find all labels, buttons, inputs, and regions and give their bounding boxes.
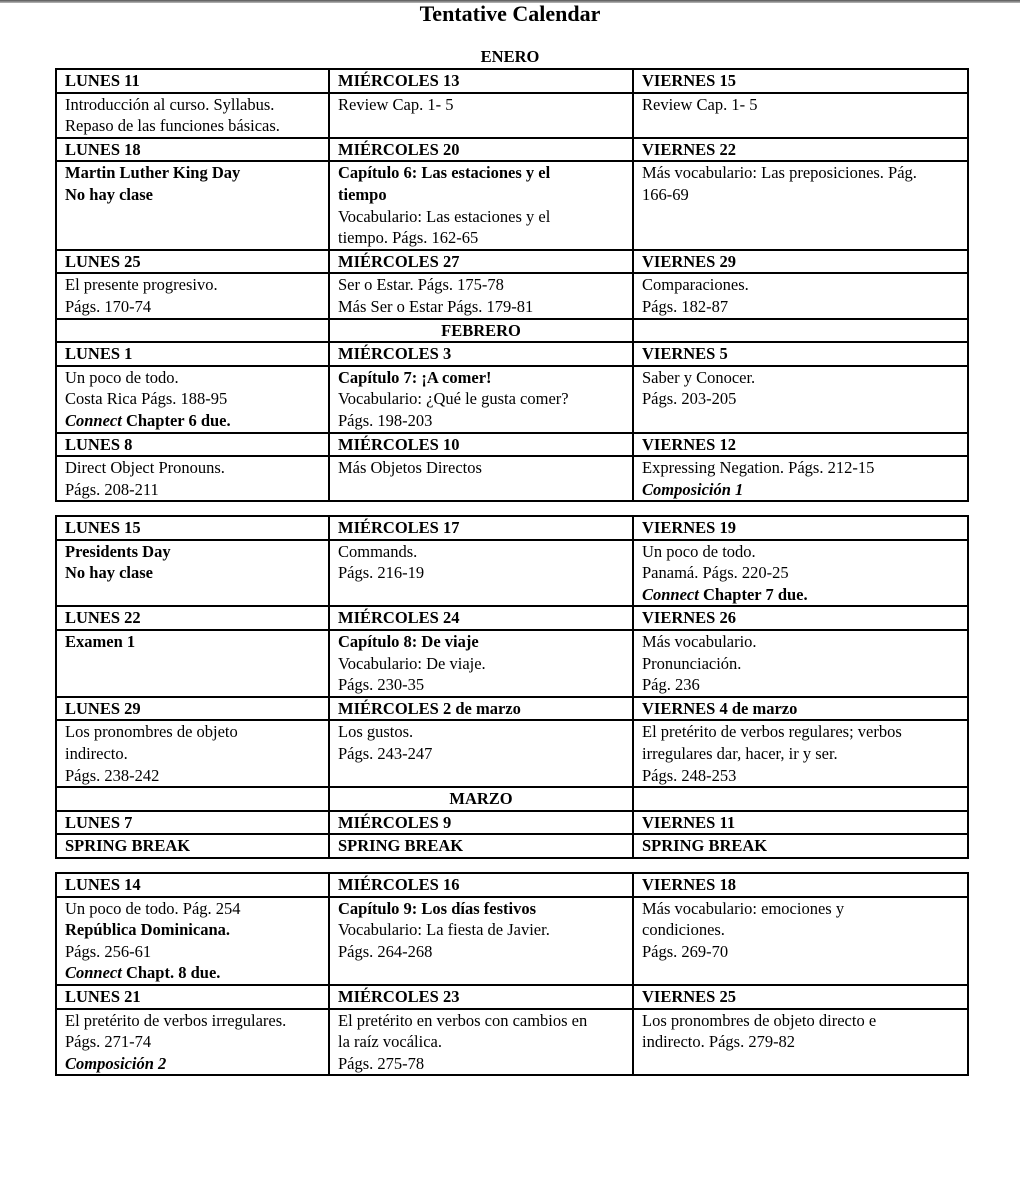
day-header-cell: VIERNES 25	[633, 985, 968, 1009]
content-line: Págs. 248-253	[642, 765, 737, 785]
content-line: Págs. 256-61	[65, 941, 152, 961]
day-header-cell: VIERNES 22	[633, 138, 968, 162]
day-header-cell: MIÉRCOLES 16	[329, 873, 633, 897]
day-header-row	[56, 606, 968, 630]
content-line: Más vocabulario: emociones y	[642, 898, 845, 918]
month-heading: FEBRERO	[329, 319, 633, 343]
content-line: Capítulo 6: Las estaciones y el	[338, 163, 551, 183]
content-line: Vocabulario: Las estaciones y el	[338, 206, 551, 226]
day-content-cell	[633, 161, 968, 249]
content-line: Págs. 271-74	[65, 1032, 152, 1052]
content-line: Direct Object Pronouns.	[65, 458, 225, 478]
day-header-cell: MIÉRCOLES 17	[329, 516, 633, 540]
content-line: Composición 2	[65, 1053, 167, 1073]
day-content-cell	[56, 897, 329, 985]
content-line: Composición 1	[642, 479, 744, 499]
day-header-cell: VIERNES 12	[633, 433, 968, 457]
content-line: la raíz vocálica.	[338, 1032, 442, 1052]
day-content-cell	[633, 366, 968, 433]
day-content-cell	[633, 720, 968, 787]
content-line: Commands.	[338, 541, 418, 561]
day-content-cell	[329, 720, 633, 787]
calendar-table-3	[55, 872, 969, 1076]
content-line: tiempo	[338, 184, 387, 204]
day-content-cell	[329, 897, 633, 985]
day-content-cell	[329, 456, 633, 501]
content-line: Saber y Conocer.	[642, 367, 756, 387]
content-line: Págs. 243-247	[338, 743, 433, 763]
content-line: Un poco de todo. Pág. 254	[65, 898, 241, 918]
content-line: Los gustos.	[338, 722, 414, 742]
content-line: Review Cap. 1- 5	[642, 94, 758, 114]
content-line: condiciones.	[642, 920, 725, 940]
emphasis-text: Connect	[642, 584, 699, 604]
content-line: Vocabulario: ¿Qué le gusta comer?	[338, 389, 569, 409]
content-line	[642, 584, 959, 606]
content-line: Págs. 269-70	[642, 941, 729, 961]
day-header-cell: VIERNES 11	[633, 811, 968, 835]
content-line	[65, 962, 320, 984]
content-text: Chapt. 8 due.	[121, 963, 221, 983]
content-line: Págs. 208-211	[65, 479, 159, 499]
day-content-row	[56, 93, 968, 138]
day-content-cell	[329, 93, 633, 138]
content-line: Introducción al curso. Syllabus.	[65, 94, 275, 114]
content-line: Págs. 182-87	[642, 296, 729, 316]
day-header-row	[56, 342, 968, 366]
day-header-cell: LUNES 7	[56, 811, 329, 835]
day-content-row	[56, 456, 968, 501]
day-header-cell: MIÉRCOLES 20	[329, 138, 633, 162]
content-line: Panamá. Págs. 220-25	[642, 563, 789, 583]
day-header-cell: MIÉRCOLES 2 de marzo	[329, 697, 633, 721]
content-line: Los pronombres de objeto directo e	[642, 1010, 877, 1030]
month-row	[56, 787, 968, 811]
day-content-row	[56, 1009, 968, 1076]
content-line: indirecto.	[65, 743, 128, 763]
content-line: 166-69	[642, 184, 689, 204]
day-content-cell	[329, 161, 633, 249]
day-header-cell: LUNES 25	[56, 250, 329, 274]
day-content-row	[56, 540, 968, 607]
day-header-row	[56, 811, 968, 835]
day-header-cell: SPRING BREAK	[56, 834, 329, 858]
day-content-cell	[56, 93, 329, 138]
day-content-row	[56, 897, 968, 985]
content-line: Págs. 238-242	[65, 765, 160, 785]
content-line: Págs. 216-19	[338, 563, 425, 583]
content-line: Págs. 170-74	[65, 296, 152, 316]
content-line: Pág. 236	[642, 675, 700, 695]
day-content-row	[56, 161, 968, 249]
calendar-table-2	[55, 515, 969, 859]
content-line: Más Ser o Estar Págs. 179-81	[338, 296, 534, 316]
content-line: No hay clase	[65, 563, 153, 583]
day-header-cell: LUNES 21	[56, 985, 329, 1009]
day-content-row	[56, 720, 968, 787]
empty-cell	[633, 787, 968, 811]
day-header-cell: LUNES 15	[56, 516, 329, 540]
content-line: Examen 1	[65, 631, 136, 651]
day-header-row	[56, 834, 968, 858]
content-line: Review Cap. 1- 5	[338, 94, 454, 114]
content-line: El pretérito en verbos con cambios en	[338, 1010, 588, 1030]
content-line: Págs. 198-203	[338, 410, 433, 430]
day-header-row	[56, 873, 968, 897]
emphasis-text: Connect	[65, 963, 122, 983]
month-row	[56, 319, 968, 343]
content-line: Comparaciones.	[642, 275, 749, 295]
content-line: Pronunciación.	[642, 653, 742, 673]
content-line: República Dominicana.	[65, 920, 231, 940]
day-header-cell: LUNES 8	[56, 433, 329, 457]
day-header-cell: LUNES 11	[56, 69, 329, 93]
content-line: Ser o Estar. Págs. 175-78	[338, 275, 504, 295]
content-line: Vocabulario: De viaje.	[338, 653, 486, 673]
day-header-cell: MIÉRCOLES 10	[329, 433, 633, 457]
day-content-cell	[329, 540, 633, 607]
day-header-cell: MIÉRCOLES 23	[329, 985, 633, 1009]
day-content-row	[56, 630, 968, 697]
day-header-cell: MIÉRCOLES 13	[329, 69, 633, 93]
day-header-cell: LUNES 18	[56, 138, 329, 162]
day-header-row	[56, 69, 968, 93]
day-content-cell	[633, 540, 968, 607]
day-content-cell	[633, 897, 968, 985]
emphasis-text: Connect	[65, 410, 122, 430]
day-header-cell: MIÉRCOLES 9	[329, 811, 633, 835]
day-header-cell: LUNES 14	[56, 873, 329, 897]
empty-cell	[56, 319, 329, 343]
content-line: El presente progresivo.	[65, 275, 218, 295]
day-content-row	[56, 366, 968, 433]
day-content-cell	[56, 273, 329, 318]
calendar-table-1	[55, 68, 969, 502]
content-line: Más vocabulario: Las preposiciones. Pág.	[642, 163, 917, 183]
content-line: irregulares dar, hacer, ir y ser.	[642, 743, 838, 763]
day-content-row	[56, 273, 968, 318]
content-line: No hay clase	[65, 184, 153, 204]
day-header-row	[56, 516, 968, 540]
month-heading-enero: ENERO	[480, 47, 540, 66]
day-content-cell	[56, 456, 329, 501]
day-content-cell	[329, 630, 633, 697]
content-line: tiempo. Págs. 162-65	[338, 228, 479, 248]
content-line: Capítulo 9: Los días festivos	[338, 898, 537, 918]
day-header-cell: LUNES 22	[56, 606, 329, 630]
day-content-cell	[633, 1009, 968, 1076]
day-header-cell: SPRING BREAK	[633, 834, 968, 858]
day-content-cell	[329, 366, 633, 433]
day-content-cell	[329, 1009, 633, 1076]
day-content-cell	[633, 456, 968, 501]
page-title: Tentative Calendar	[419, 1, 601, 26]
content-line: Págs. 275-78	[338, 1053, 425, 1073]
content-line: Un poco de todo.	[642, 541, 756, 561]
content-line: Más vocabulario.	[642, 631, 757, 651]
empty-cell	[56, 787, 329, 811]
content-line: Págs. 230-35	[338, 675, 425, 695]
day-header-cell: VIERNES 26	[633, 606, 968, 630]
content-line: Un poco de todo.	[65, 367, 179, 387]
content-line: El pretérito de verbos regulares; verbos	[642, 722, 902, 742]
content-line: Presidents Day	[65, 541, 171, 561]
day-header-cell: SPRING BREAK	[329, 834, 633, 858]
day-header-cell: VIERNES 19	[633, 516, 968, 540]
day-header-row	[56, 985, 968, 1009]
content-line	[65, 410, 320, 432]
content-line: indirecto. Págs. 279-82	[642, 1032, 796, 1052]
content-text: Chapter 7 due.	[698, 584, 808, 604]
day-header-cell: VIERNES 4 de marzo	[633, 697, 968, 721]
empty-cell	[633, 319, 968, 343]
content-line: El pretérito de verbos irregulares.	[65, 1010, 287, 1030]
day-content-cell	[56, 161, 329, 249]
day-content-cell	[633, 273, 968, 318]
day-header-row	[56, 250, 968, 274]
day-content-cell	[633, 93, 968, 138]
content-text: Chapter 6 due.	[121, 410, 231, 430]
day-header-cell: VIERNES 29	[633, 250, 968, 274]
content-line: Los pronombres de objeto	[65, 722, 238, 742]
day-content-cell	[329, 273, 633, 318]
content-line: Expressing Negation. Págs. 212-15	[642, 458, 875, 478]
day-header-cell: LUNES 1	[56, 342, 329, 366]
day-header-cell: VIERNES 15	[633, 69, 968, 93]
day-header-cell: MIÉRCOLES 27	[329, 250, 633, 274]
day-header-row	[56, 433, 968, 457]
day-header-row	[56, 697, 968, 721]
content-line: Costa Rica Págs. 188-95	[65, 389, 228, 409]
day-header-cell: MIÉRCOLES 24	[329, 606, 633, 630]
day-header-cell: VIERNES 18	[633, 873, 968, 897]
day-content-cell	[56, 366, 329, 433]
day-content-cell	[56, 540, 329, 607]
day-header-cell: MIÉRCOLES 3	[329, 342, 633, 366]
day-content-cell	[56, 630, 329, 697]
day-content-cell	[633, 630, 968, 697]
content-line: Más Objetos Directos	[338, 458, 482, 478]
month-heading: MARZO	[329, 787, 633, 811]
day-content-cell	[56, 720, 329, 787]
content-line: Martin Luther King Day	[65, 163, 241, 183]
content-line: Págs. 264-268	[338, 941, 433, 961]
day-header-cell: LUNES 29	[56, 697, 329, 721]
day-header-cell: VIERNES 5	[633, 342, 968, 366]
content-line: Vocabulario: La fiesta de Javier.	[338, 920, 550, 940]
day-header-row	[56, 138, 968, 162]
day-content-cell	[56, 1009, 329, 1076]
content-line: Capítulo 8: De viaje	[338, 631, 479, 651]
content-line: Págs. 203-205	[642, 389, 737, 409]
content-line: Repaso de las funciones básicas.	[65, 116, 280, 136]
content-line: Capítulo 7: ¡A comer!	[338, 367, 492, 387]
